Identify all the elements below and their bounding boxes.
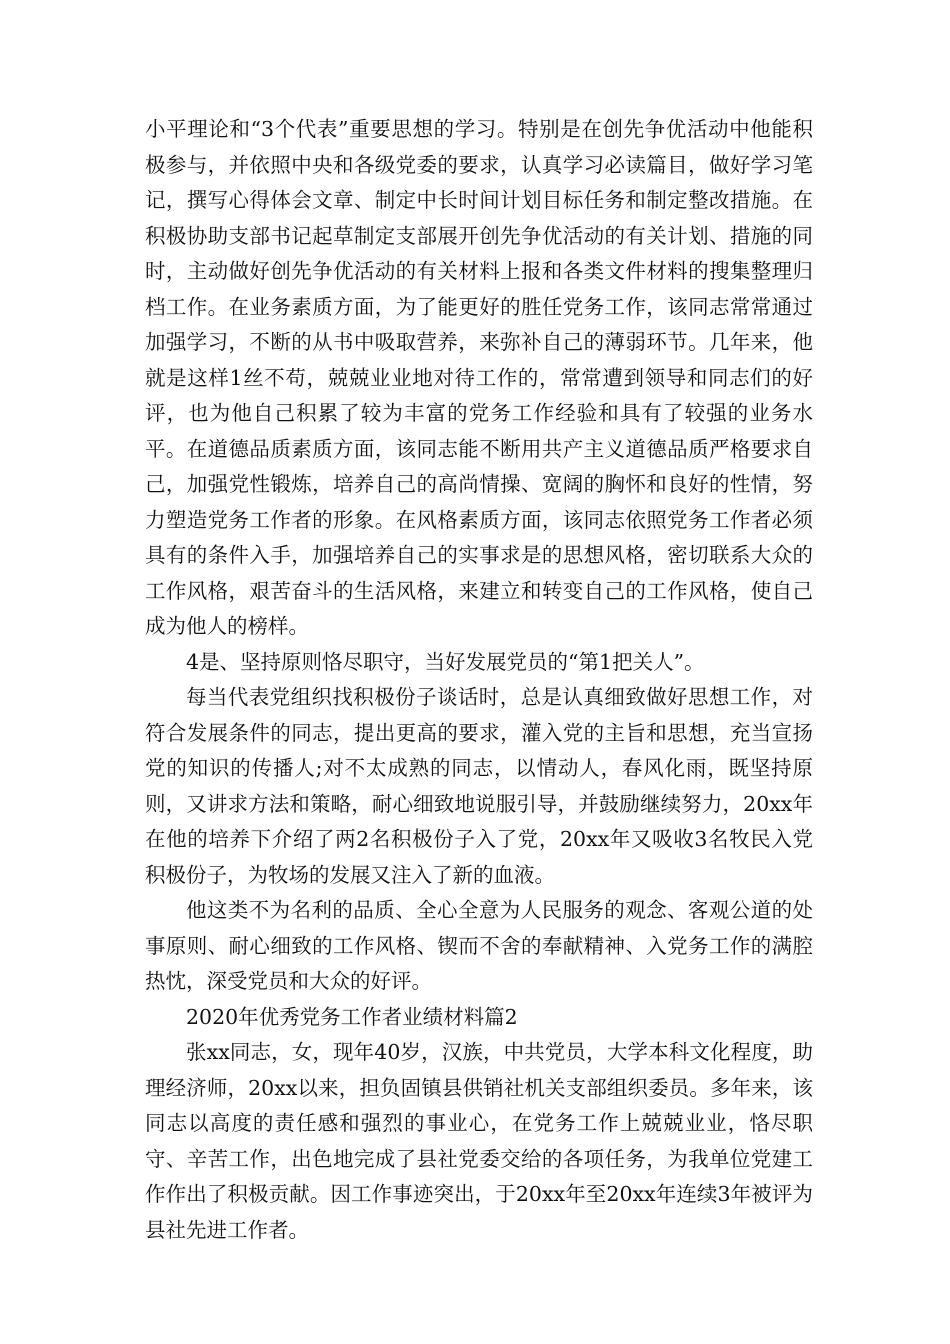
body-paragraph: 张xx同志，女，现年40岁，汉族，中共党员，大学本科文化程度，助理经济师，20xx以来，担负固镇县供销社机关支部组织委员。多年来，该同志以高度的责任感和强烈的事业心，在党务工作上兢兢业业，恪尽职守、辛苦工作，出色地完成了县社党委交给的各项任务，为我单位党建工作作出了积极贡献。因工作事迹突出，于20xx年至20xx年连续3年被评为县社先进工作者。 [145, 1040, 813, 1242]
document-body [145, 112, 813, 1248]
body-paragraph: 他这类不为名利的品质、全心全意为人民服务的观念、客观公道的处事原则、耐心细致的工作风格、锲而不舍的奉献精神、入党务工作的满腔热忱，深受党员和大众的好评。 [145, 898, 813, 993]
body-paragraph-continued: 小平理论和“3个代表”重要思想的学习。特别是在创先争优活动中他能积极参与，并依照中央和各级党委的要求，认真学习必读篇目，做好学习笔记，撰写心得体会文章、制定中长时间计划目标任务和制定整改措施。在积极协助支部书记起草制定支部展开创先争优活动的有关计划、措施的同时，主动做好创先争优活动的有关材料上报和各类文件材料的搜集整理归档工作。在业务素质方面，为了能更好的胜任党务工作，该同志常常通过加强学习，不断的从书中吸取营养，来弥补自己的薄弱环节。几年来，他就是这样1丝不苟，兢兢业业地对待工作的，常常遭到领导和同志们的好评，也为他自己积累了较为丰富的党务工作经验和具有了较强的业务水平。在道德品质素质方面，该同志能不断用共产主义道德品质严格要求自己，加强党性锻炼，培养自己的高尚情操、宽阔的胸怀和良好的性情，努力塑造党务工作者的形象。在风格素质方面，该同志依照党务工作者必须具有的条件入手，加强培养自己的实事求是的思想风格，密切联系大众的工作风格，艰苦奋斗的生活风格，来建立和转变自己的工作风格，使自己成为他人的榜样。 [145, 117, 813, 638]
body-paragraph-point-four: 4是、坚持原则恪尽职守，当好发展党员的“第1把关人”。 [186, 649, 705, 674]
body-paragraph: 每当代表党组织找积极份子谈话时，总是认真细致做好思想工作，对符合发展条件的同志，提出更高的要求，灌入党的主旨和思想，充当宣扬党的知识的传播人;对不太成熟的同志，以情动人，春风化雨，既坚持原则，又讲求方法和策略，耐心细致地说服引导，并鼓励继续努力，20xx年在他的培养下介绍了两2名积极份子入了党，20xx年又吸收3名牧民入党积极份子，为牧场的发展又注入了新的血液。 [145, 685, 813, 887]
section-heading: 2020年优秀党务工作者业绩材料篇2 [186, 1004, 518, 1029]
